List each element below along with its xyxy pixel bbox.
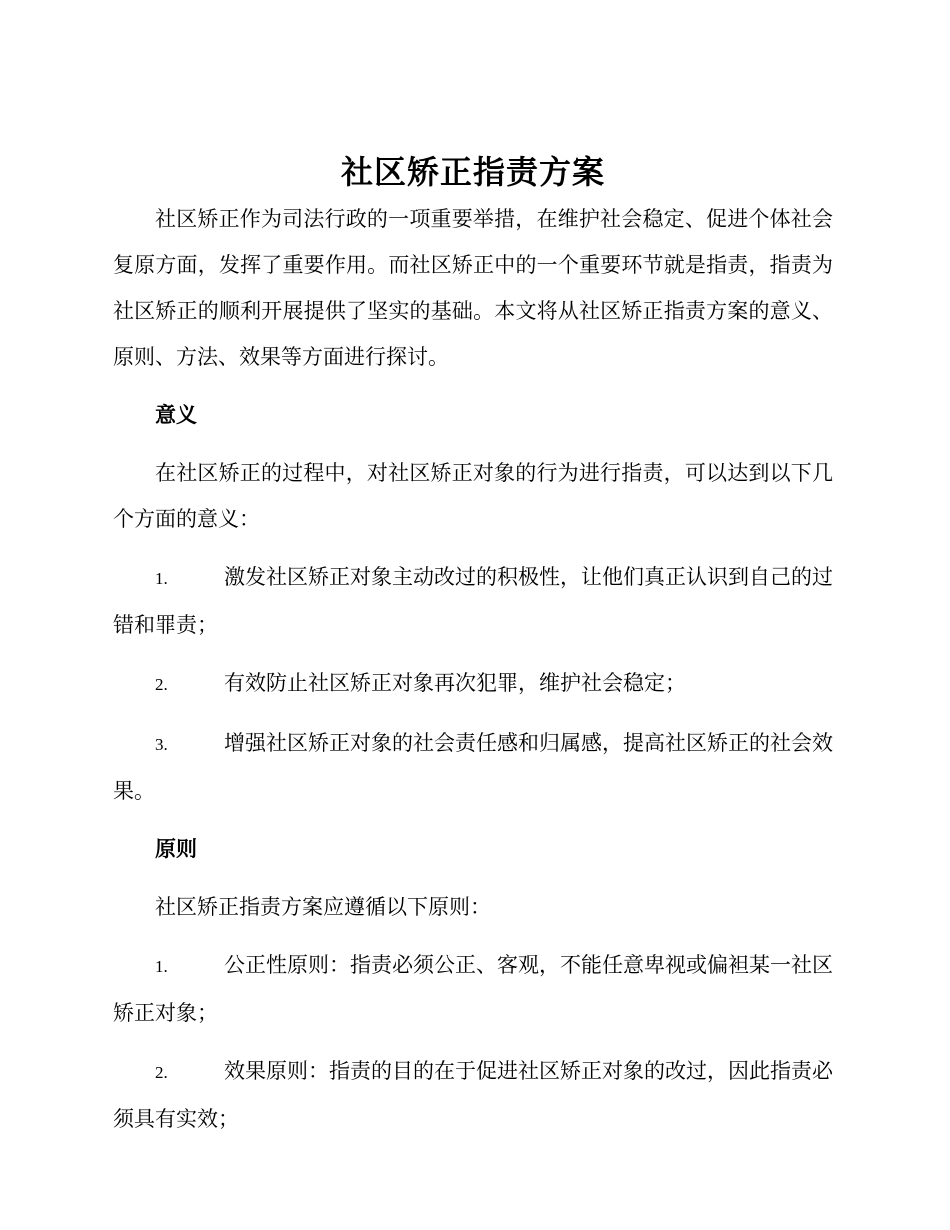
document-title: 社区矫正指责方案	[340, 153, 605, 191]
list-item-text: 公正性原则：指责必须公正、客观，不能任意卑视或偏袒某一社区矫正对象；	[113, 953, 833, 1025]
list-number: 2.	[155, 675, 168, 694]
list-item-text: 激发社区矫正对象主动改过的积极性，让他们真正认识到自己的过错和罪责；	[113, 565, 833, 637]
spacer	[113, 814, 833, 826]
list-number: 1.	[155, 569, 168, 588]
section-lead-significance: 在社区矫正的过程中，对社区矫正对象的行为进行指责，可以达到以下几个方面的意义：	[113, 461, 833, 531]
spacer	[113, 930, 833, 942]
section-heading-principles: 原则	[155, 837, 197, 861]
list-number: 1.	[155, 957, 168, 976]
intro-paragraph: 社区矫正作为司法行政的一项重要举措，在维护社会稳定、促进个体社会复原方面，发挥了重要作用。而社区矫正中的一个重要环节就是指责，指责为社区矫正的顺利开展提供了坚实的基础。本文将从社区矫正指责方案的意义、原则、方法、效果等方面进行探讨。	[113, 207, 833, 369]
list-item	[113, 554, 833, 648]
list-item	[113, 942, 833, 1036]
list-item-text: 增强社区矫正对象的社会责任感和归属感，提高社区矫正的社会效果。	[113, 731, 833, 803]
spacer	[113, 542, 833, 554]
list-item	[113, 660, 833, 708]
list-number: 3.	[155, 735, 168, 754]
spacer	[113, 708, 833, 720]
list-item	[113, 720, 833, 814]
document-page	[113, 150, 833, 1142]
list-number: 2.	[155, 1063, 168, 1082]
section-lead-principles: 社区矫正指责方案应遵循以下原则：	[155, 895, 491, 919]
spacer	[113, 872, 833, 884]
list-item-text: 效果原则：指责的目的在于促进社区矫正对象的改过，因此指责必须具有实效；	[113, 1059, 833, 1131]
spacer	[113, 1036, 833, 1048]
spacer	[113, 438, 833, 450]
spacer	[113, 380, 833, 392]
list-item-text: 有效防止社区矫正对象再次犯罪，维护社会稳定；	[224, 671, 686, 695]
list-item	[113, 1048, 833, 1142]
section-heading-significance: 意义	[155, 403, 197, 427]
spacer	[113, 648, 833, 660]
